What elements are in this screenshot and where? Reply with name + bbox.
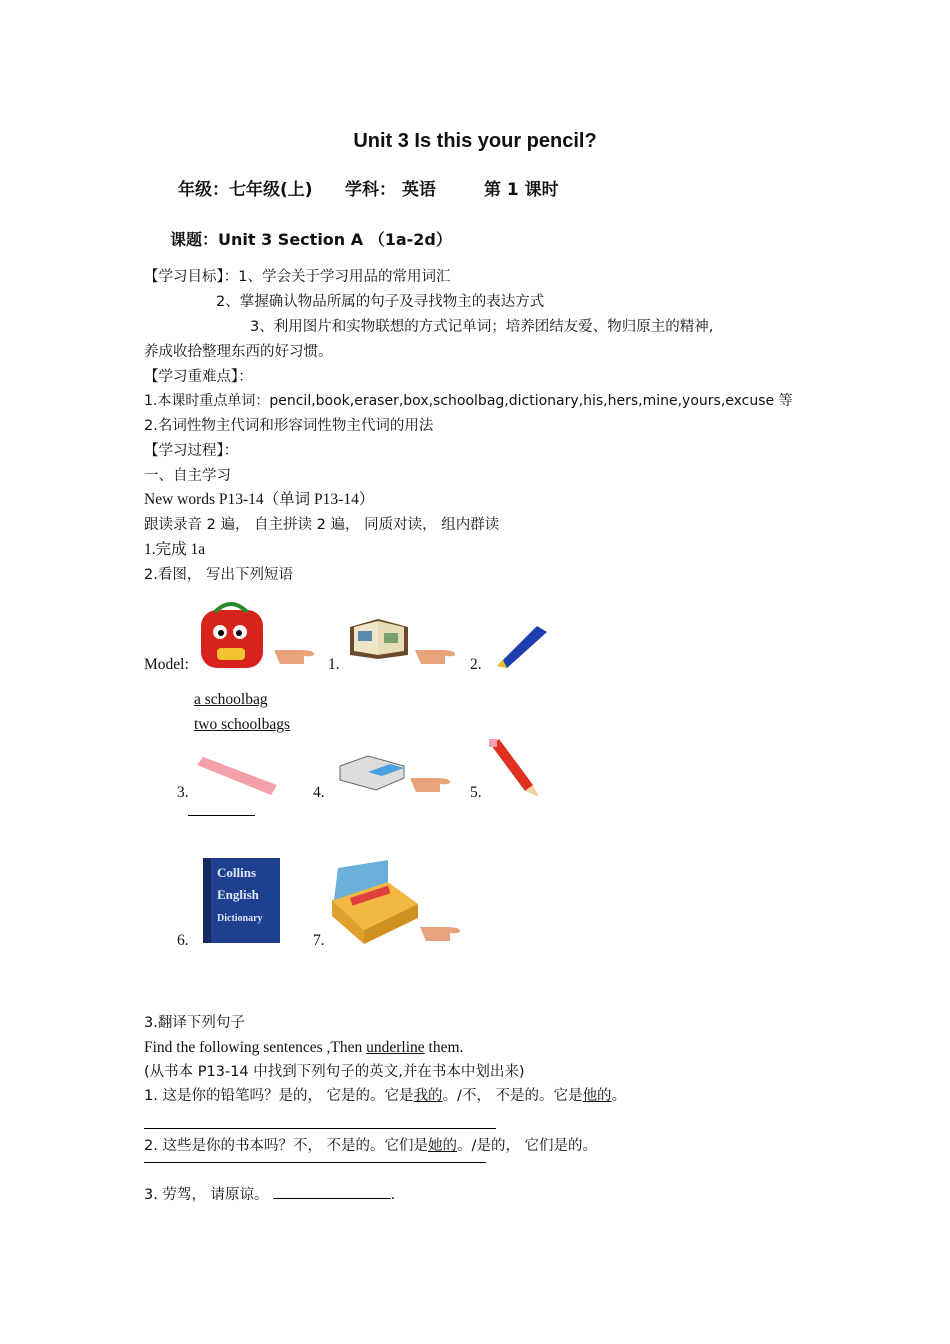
- topic-label: 课题：: [170, 230, 219, 249]
- sentence-3: [144, 1186, 395, 1204]
- objective-3-cont: 养成收拾整理东西的好习惯。: [144, 344, 333, 360]
- objectives-label: 【学习目标】：: [144, 269, 239, 285]
- translate-heading: 3.翻译下列句子: [144, 1015, 245, 1031]
- schoolbag-image: [195, 600, 271, 672]
- pointing-hand-icon: [410, 768, 454, 794]
- answer-blank-s3[interactable]: [273, 1186, 391, 1199]
- s1-u2: 他的: [582, 1088, 612, 1104]
- item-number-7: 7.: [313, 932, 325, 949]
- dictionary-image: Collins English Dictionary: [203, 858, 280, 943]
- instruction-pre: Find the following sentences ,Then: [144, 1039, 367, 1056]
- translate-instruction-cn: (从书本 P13-14 中找到下列句子的英文,并在书本中划出来): [144, 1064, 525, 1080]
- page-title: Unit 3 Is this your pencil?: [353, 130, 597, 152]
- key-points-label: 【学习重难点】：: [144, 369, 253, 385]
- book-image: [348, 615, 410, 661]
- new-words: New words P13-14（单词 P13-14）: [144, 491, 375, 508]
- answer-line-2[interactable]: [144, 1162, 486, 1163]
- topic-value: Unit 3 Section A （1a-2d）: [218, 230, 452, 249]
- sentence-2: [144, 1137, 597, 1155]
- model-label: Model:: [144, 656, 189, 673]
- translate-instruction: [144, 1039, 463, 1057]
- pointing-hand-icon: [274, 640, 316, 666]
- s2-u: 她的: [428, 1138, 458, 1154]
- objective-3: 3、利用图片和实物联想的方式记单词；培养团结友爱、物归原主的精神,: [250, 319, 714, 335]
- item-number-5: 5.: [470, 784, 482, 801]
- s1-b: 。/不， 不是的。它是: [442, 1088, 583, 1104]
- task-1: 1.完成 1a: [144, 541, 206, 558]
- s3-end: .: [390, 1187, 396, 1203]
- item-number-2: 2.: [470, 656, 482, 673]
- task-2: 2.看图， 写出下列短语: [144, 567, 293, 583]
- topic: [170, 231, 452, 249]
- period: 第 1 课时: [484, 180, 559, 200]
- s3-text: 3. 劳驾， 请原谅。: [144, 1187, 269, 1203]
- pencil-box-image: [328, 860, 424, 946]
- model-answer-1: [194, 691, 268, 709]
- model-answer-2: [194, 716, 290, 734]
- eraser-image: [338, 752, 406, 792]
- grade: 年级：七年级(上): [178, 180, 313, 200]
- subject: 学科： 英语: [345, 180, 436, 200]
- key-point-2: 2.名词性物主代词和形容词性物主代词的用法: [144, 418, 434, 434]
- steps: 跟读录音 2 遍， 自主拼读 2 遍， 同质对读， 组内群读: [144, 517, 500, 533]
- s1-u1: 我的: [413, 1088, 443, 1104]
- process-label: 【学习过程】：: [144, 443, 239, 459]
- model-answer-2-text: two schoolbags: [194, 716, 291, 733]
- key-point-1: 1.本课时重点单词：pencil,book,eraser,box,schoolbag,dictionary,his,hers,mine,yours,excuse 等: [144, 393, 793, 409]
- pen-image: [493, 618, 555, 670]
- pointing-hand-icon: [415, 640, 457, 666]
- instruction-post: them.: [424, 1039, 464, 1056]
- sentence-1: [144, 1087, 626, 1105]
- pointing-hand-icon: [420, 917, 464, 943]
- answer-line-1[interactable]: [144, 1128, 496, 1129]
- instruction-underline: underline: [366, 1039, 425, 1056]
- s1-a: 1. 这是你的铅笔吗？是的， 它是的。它是: [144, 1088, 414, 1104]
- s2-a: 2. 这些是你的书本吗？不， 不是的。它们是: [144, 1138, 429, 1154]
- ruler-image: [195, 755, 279, 797]
- item-number-6: 6.: [177, 932, 189, 949]
- s1-c: 。: [611, 1088, 627, 1104]
- pencil-image: [487, 737, 543, 799]
- item-number-3: 3.: [177, 784, 189, 801]
- section-1: 一、自主学习: [144, 468, 231, 484]
- answer-blank-3[interactable]: [188, 815, 255, 816]
- model-answer-1-text: a schoolbag: [194, 691, 268, 708]
- s2-b: 。/是的， 它们是的。: [457, 1138, 598, 1154]
- objectives-line1: [144, 268, 450, 286]
- objective-1: 1、学会关于学习用品的常用词汇: [238, 269, 451, 285]
- item-number-4: 4.: [313, 784, 325, 801]
- item-number-1: 1.: [328, 656, 340, 673]
- objective-2: 2、掌握确认物品所属的句子及寻找物主的表达方式: [216, 294, 545, 310]
